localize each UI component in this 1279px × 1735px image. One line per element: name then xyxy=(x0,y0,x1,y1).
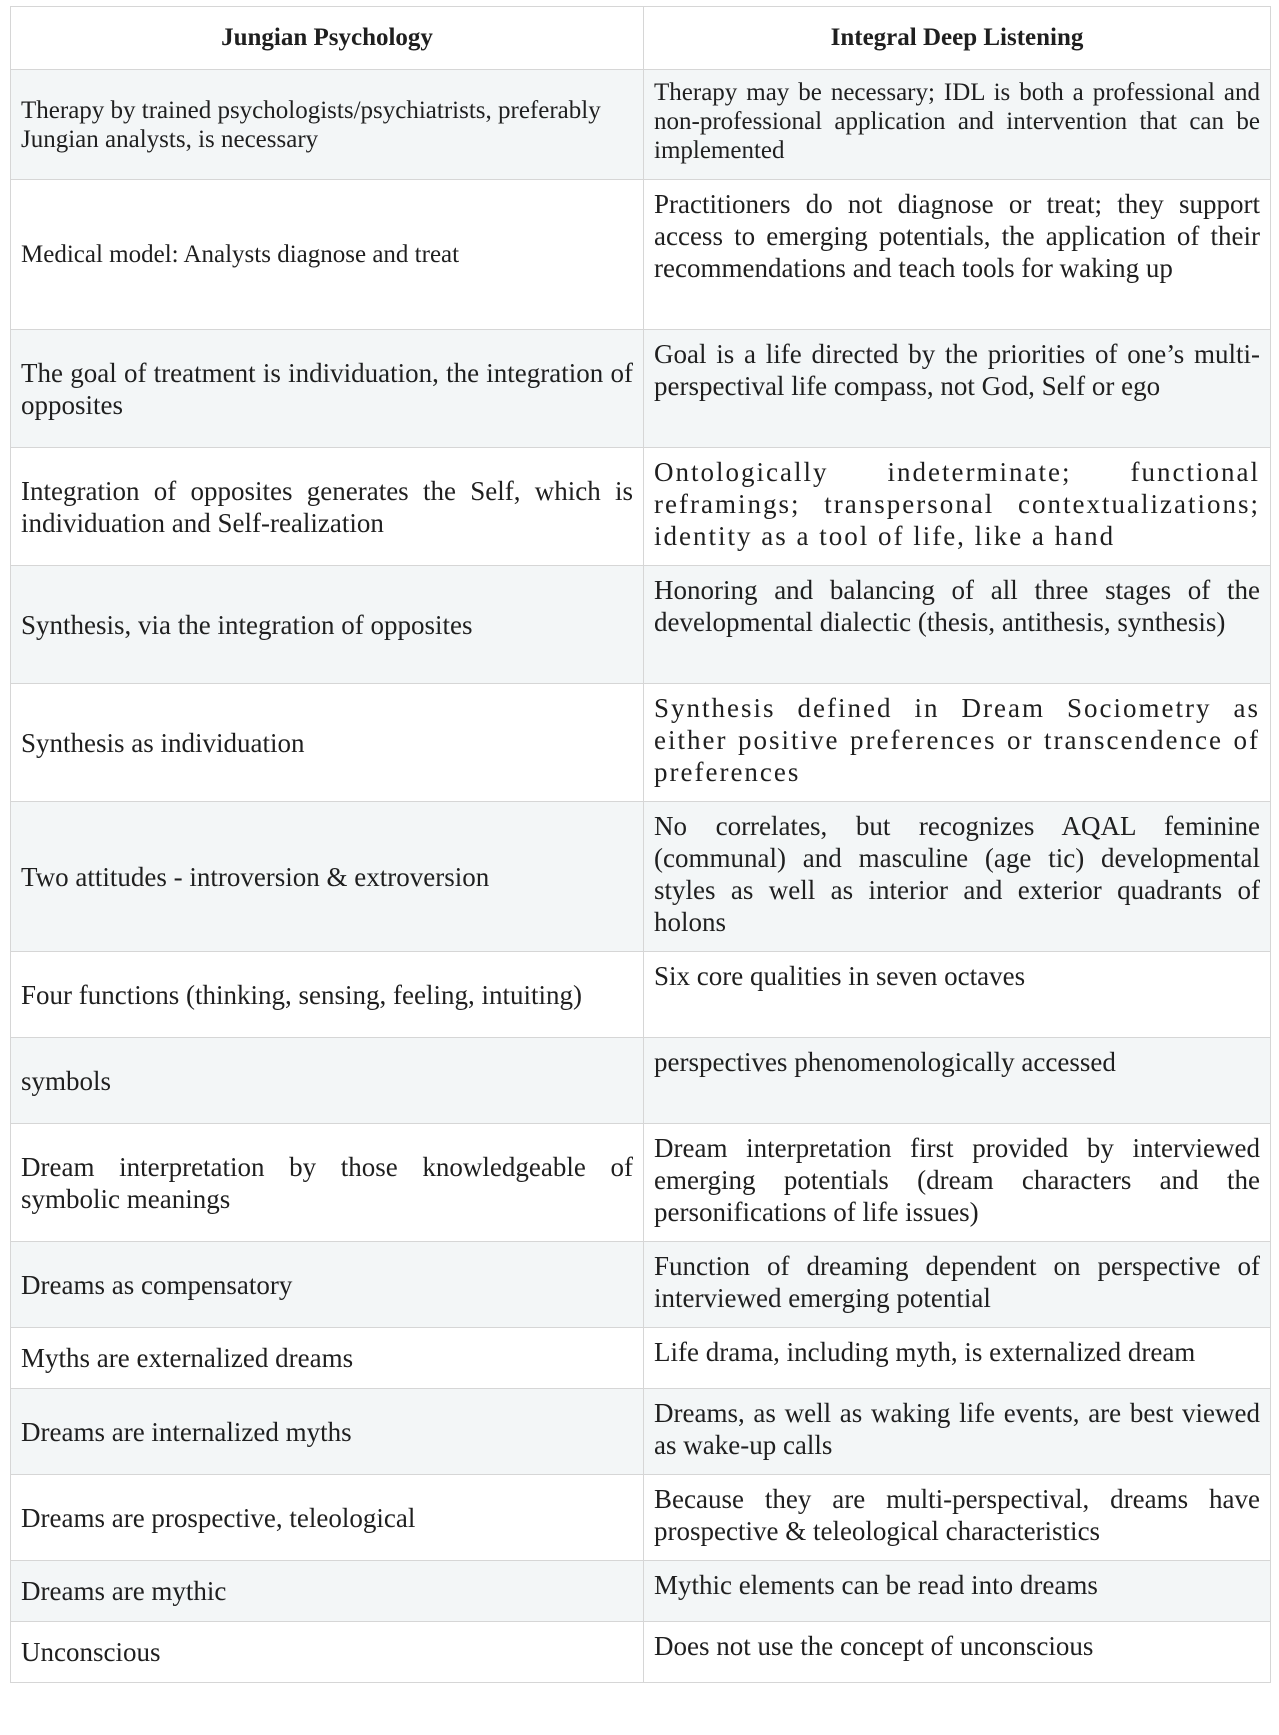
column-header-jungian: Jungian Psychology xyxy=(11,7,644,70)
jungian-cell: Unconscious xyxy=(11,1622,644,1683)
jungian-cell: Dreams are internalized myths xyxy=(11,1389,644,1475)
table-row xyxy=(11,1124,1271,1242)
jungian-cell: Dream interpretation by those knowledgeable of symbolic meanings xyxy=(11,1124,644,1242)
jungian-cell: Myths are externalized dreams xyxy=(11,1328,644,1389)
jungian-cell: Dreams are prospective, teleological xyxy=(11,1475,644,1561)
table-row xyxy=(11,1038,1271,1124)
table-row xyxy=(11,684,1271,802)
idl-cell: perspectives phenomenologically accessed xyxy=(644,1038,1271,1124)
jungian-cell: Two attitudes - introversion & extroversion xyxy=(11,802,644,952)
jungian-cell: Synthesis as individuation xyxy=(11,684,644,802)
table-row xyxy=(11,1242,1271,1328)
idl-cell: Does not use the concept of unconscious xyxy=(644,1622,1271,1683)
jungian-cell: The goal of treatment is individuation, the integration of opposites xyxy=(11,330,644,448)
idl-cell: Ontologically indeterminate; functional reframings; transpersonal contextualizations; identity as a tool of life, like a hand xyxy=(644,448,1271,566)
idl-cell: No correlates, but recognizes AQAL feminine (communal) and masculine (age tic) developmental styles as well as interior and exterior quadrants of holons xyxy=(644,802,1271,952)
table-row xyxy=(11,448,1271,566)
table-row xyxy=(11,1622,1271,1683)
header-row xyxy=(11,7,1271,70)
idl-cell: Mythic elements can be read into dreams xyxy=(644,1561,1271,1622)
table-row xyxy=(11,566,1271,684)
table-row xyxy=(11,952,1271,1038)
idl-cell: Honoring and balancing of all three stages of the developmental dialectic (thesis, antithesis, synthesis) xyxy=(644,566,1271,684)
table-row xyxy=(11,1328,1271,1389)
jungian-cell: Four functions (thinking, sensing, feeling, intuiting) xyxy=(11,952,644,1038)
jungian-cell: Therapy by trained psychologists/psychiatrists, preferably Jungian analysts, is necessary xyxy=(11,70,644,180)
idl-cell: Therapy may be necessary; IDL is both a professional and non-professional application and intervention that can be implemented xyxy=(644,70,1271,180)
table-row xyxy=(11,1389,1271,1475)
table-row xyxy=(11,330,1271,448)
table-row xyxy=(11,802,1271,952)
idl-cell: Dreams, as well as waking life events, are best viewed as wake-up calls xyxy=(644,1389,1271,1475)
table-row xyxy=(11,1475,1271,1561)
jungian-cell: Dreams are mythic xyxy=(11,1561,644,1622)
table-row xyxy=(11,70,1271,180)
idl-cell: Function of dreaming dependent on perspective of interviewed emerging potential xyxy=(644,1242,1271,1328)
idl-cell: Six core qualities in seven octaves xyxy=(644,952,1271,1038)
idl-cell: Practitioners do not diagnose or treat; they support access to emerging potentials, the application of their recommendations and teach tools for waking up xyxy=(644,180,1271,330)
table-row xyxy=(11,1561,1271,1622)
idl-cell: Synthesis defined in Dream Sociometry as either positive preferences or transcendence of preferences xyxy=(644,684,1271,802)
comparison-table xyxy=(10,6,1271,1683)
jungian-cell: Integration of opposites generates the Self, which is individuation and Self-realization xyxy=(11,448,644,566)
idl-cell: Life drama, including myth, is externalized dream xyxy=(644,1328,1271,1389)
idl-cell: Because they are multi-perspectival, dreams have prospective & teleological characteristics xyxy=(644,1475,1271,1561)
jungian-cell: Medical model: Analysts diagnose and treat xyxy=(11,180,644,330)
column-header-idl: Integral Deep Listening xyxy=(644,7,1271,70)
idl-cell: Goal is a life directed by the priorities of one’s multi-perspectival life compass, not God, Self or ego xyxy=(644,330,1271,448)
jungian-cell: Synthesis, via the integration of opposites xyxy=(11,566,644,684)
jungian-cell: Dreams as compensatory xyxy=(11,1242,644,1328)
jungian-cell: symbols xyxy=(11,1038,644,1124)
idl-cell: Dream interpretation first provided by interviewed emerging potentials (dream characters and the personifications of life issues) xyxy=(644,1124,1271,1242)
table-row xyxy=(11,180,1271,330)
